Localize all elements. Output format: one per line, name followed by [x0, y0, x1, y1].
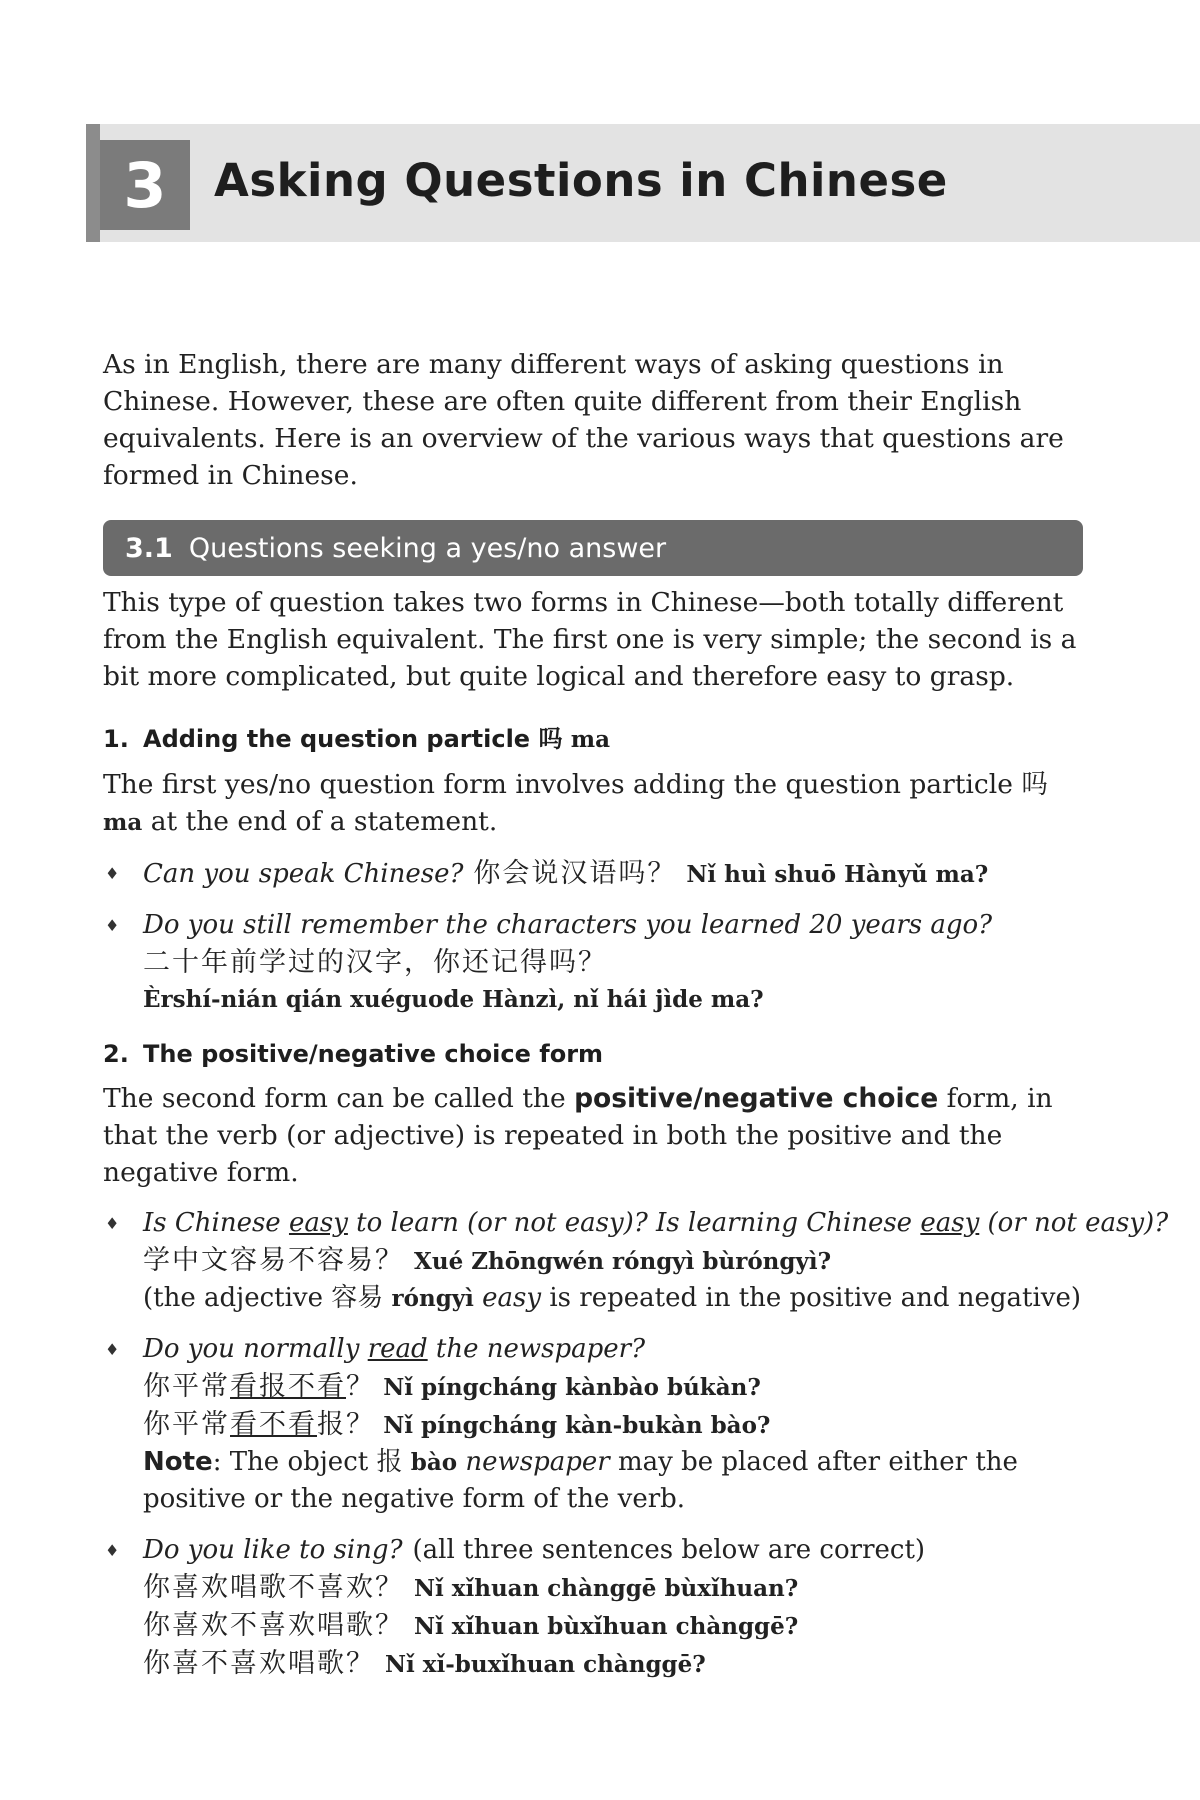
example-item [103, 855, 1083, 893]
subsection-1-title-pinyin: ma [570, 726, 611, 753]
subsection-2-heading [103, 1036, 1083, 1072]
diamond-bullet-icon: ♦ [105, 864, 120, 883]
section-intro-paragraph: This type of question takes two forms in Chinese—both totally different from the English equivalent. The first one is very simple; the second is a bit more complicated, but quite logical and therefore easy to grasp. [103, 587, 1077, 692]
example-pinyin: Nǐ xǐhuan bùxǐhuan chànggē? [414, 1613, 799, 1640]
text-part: 报？ [317, 1409, 375, 1440]
example-english: Can you speak Chinese? [143, 859, 464, 889]
section-heading-bar [103, 520, 1083, 576]
text-part: the newspaper? [435, 1334, 646, 1364]
text-part: The second form can be called the [103, 1083, 566, 1114]
example-chinese [143, 1409, 375, 1440]
example-pinyin: Nǐ píngcháng kàn-bukàn bào? [383, 1412, 771, 1439]
section-title: Questions seeking a yes/no answer [188, 532, 667, 564]
example-chinese: 学中文容易不容易？ [143, 1245, 404, 1276]
example-note: (all three sentences below are correct) [412, 1535, 926, 1565]
underlined-word: 看不看 [230, 1409, 317, 1440]
text-part: Do you normally [143, 1334, 360, 1364]
text-part: to learn (or not easy)? Is learning Chinese [356, 1208, 913, 1238]
example-chinese: 你喜欢不喜欢唱歌？ [143, 1610, 404, 1641]
text-part: (or not easy)? [987, 1208, 1169, 1238]
example-pinyin: Èrshí-nián qián xuéguode Hànzì, nǐ hái jìde ma? [143, 986, 764, 1013]
italic-gloss: newspaper [465, 1447, 610, 1477]
text-part: Is Chinese [143, 1208, 281, 1238]
chapter-header-tab [86, 124, 100, 242]
subsection-2-title: The positive/negative choice form [143, 1040, 604, 1068]
underlined-word: read [367, 1334, 428, 1364]
example-pinyin: Xué Zhōngwén róngyì bùróngyì? [414, 1248, 832, 1275]
example-english: Do you still remember the characters you learned 20 years ago? [143, 910, 993, 940]
chinese-text: 吗 [1021, 769, 1048, 800]
page-content [103, 346, 1169, 1697]
subsection-1-title: Adding the question particle [143, 725, 531, 753]
text-part: form, in that the verb (or adjective) is repeated in both the positive and the negative form. [103, 1083, 1053, 1188]
section-number: 3.1 [125, 532, 173, 564]
example-english: Do you like to sing? [143, 1535, 403, 1565]
underlined-word: easy [920, 1208, 980, 1238]
intro-paragraph: As in English, there are many different ways of asking questions in Chinese. However, these are often quite different from their English equivalents. Here is an overview of the various ways that questions are formed in Chinese. [103, 349, 1064, 491]
subsection-1-heading [103, 721, 1083, 758]
chapter-title: Asking Questions in Chinese [214, 154, 948, 207]
subsection-1-number: 1. [103, 725, 129, 753]
bold-term: positive/negative choice [574, 1083, 939, 1114]
example-pinyin: Nǐ xǐ-buxǐhuan chànggē? [385, 1651, 706, 1678]
text-part: The first yes/no question form involves adding the question particle [103, 769, 1013, 800]
text-part: is repeated in the positive and negative) [549, 1283, 1082, 1313]
pinyin-text: bào [410, 1449, 458, 1476]
underlined-word: 看报不看 [230, 1371, 346, 1402]
text-part: : The object [212, 1447, 369, 1477]
example-item [103, 1532, 1083, 1683]
underlined-word: easy [288, 1208, 348, 1238]
pinyin-text: ma [103, 809, 143, 836]
example-item [103, 1331, 1083, 1518]
diamond-bullet-icon: ♦ [105, 916, 120, 935]
example-chinese [143, 1371, 375, 1402]
example-english [143, 1205, 1169, 1242]
example-item [103, 907, 1083, 1018]
example-chinese: 二十年前学过的汉字，你还记得吗？ [143, 947, 607, 978]
subsection-2-examples [103, 1205, 1169, 1683]
example-english [143, 1331, 1083, 1368]
example-pinyin: Nǐ xǐhuan chànggē bùxǐhuan? [414, 1575, 799, 1602]
example-note [143, 1444, 1083, 1518]
text-part: at the end of a statement. [150, 806, 498, 837]
text-part: 你平常 [143, 1371, 230, 1402]
subsection-2-paragraph [103, 1080, 1083, 1191]
example-pinyin: Nǐ píngcháng kànbào búkàn? [383, 1374, 761, 1401]
italic-gloss: easy [482, 1283, 542, 1313]
diamond-bullet-icon: ♦ [105, 1541, 120, 1560]
chinese-text: 报 [376, 1447, 403, 1477]
example-chinese: 你会说汉语吗？ [473, 858, 677, 889]
pinyin-text: róngyì [391, 1285, 474, 1312]
diamond-bullet-icon: ♦ [105, 1340, 120, 1359]
text-part: may be placed after either the positive or the negative form of the verb. [143, 1447, 1018, 1514]
example-chinese: 你喜欢唱歌不喜欢？ [143, 1572, 404, 1603]
chapter-number: 3 [100, 140, 190, 230]
example-pinyin: Nǐ huì shuō Hànyǔ ma? [686, 861, 989, 888]
subsection-1-paragraph [103, 766, 1083, 841]
text-part: (the adjective [143, 1283, 323, 1313]
chinese-text: 容易 [331, 1283, 384, 1313]
note-label: Note [143, 1447, 213, 1477]
subsection-1-title-cn: 吗 [538, 725, 563, 753]
example-item [103, 1205, 1169, 1317]
subsection-2-number: 2. [103, 1040, 129, 1068]
example-chinese: 你喜不喜欢唱歌？ [143, 1648, 375, 1679]
text-part: 你平常 [143, 1409, 230, 1440]
example-note [143, 1280, 1083, 1317]
subsection-1-examples [103, 855, 1083, 1018]
diamond-bullet-icon: ♦ [105, 1214, 120, 1233]
text-part: ？ [346, 1371, 375, 1402]
